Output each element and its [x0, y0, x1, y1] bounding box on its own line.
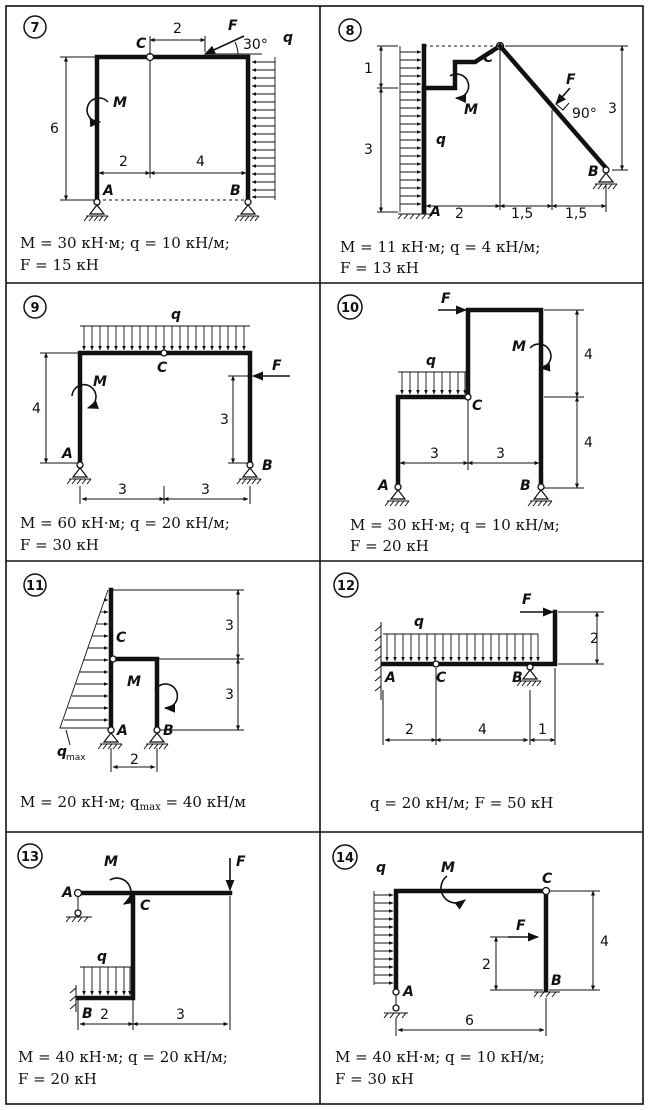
label-a: A — [430, 204, 441, 220]
problem-number: 12 — [336, 579, 356, 594]
distributed-load-q — [383, 634, 538, 661]
caption-subscript: max — [139, 802, 161, 813]
triangular-load-q — [60, 590, 108, 728]
label-q: q — [171, 307, 182, 323]
caption-line-2: F = 30 кН — [335, 1070, 414, 1088]
problem-13 — [18, 844, 246, 1088]
dim-2-top: 2 — [173, 21, 182, 37]
dim-3-b: 3 — [496, 446, 505, 462]
label-f: F — [236, 854, 246, 870]
distributed-load-q — [400, 46, 421, 212]
label-b: B — [163, 723, 174, 739]
pin-support-a — [67, 462, 91, 484]
label-f: F — [516, 918, 526, 934]
label-b: B — [520, 478, 531, 494]
caption-line-1: M = 60 кН·м; q = 20 кН/м; — [20, 514, 230, 532]
label-c: C — [140, 898, 151, 914]
label-c: C — [157, 360, 168, 376]
label-m: M — [113, 95, 127, 111]
label-c: C — [116, 630, 127, 646]
fixed-support-b — [70, 985, 76, 1012]
label-m: M — [104, 854, 118, 870]
label-b: B — [230, 183, 241, 199]
fixed-support-a — [375, 622, 381, 700]
dim-2: 2 — [482, 957, 491, 973]
caption-line-1: M = 40 кН·м; q = 20 кН/м; — [18, 1048, 228, 1066]
problem-9 — [20, 296, 290, 554]
label-q-subscript: max — [66, 753, 86, 763]
label-a: A — [62, 446, 73, 462]
label-c: C — [542, 871, 553, 887]
label-b: B — [551, 973, 562, 989]
pin-support-b — [528, 484, 552, 506]
caption-line-1: M = 40 кН·м; q = 10 кН/м; — [335, 1048, 545, 1066]
problem-number: 9 — [30, 301, 40, 316]
label-b: B — [262, 458, 273, 474]
dim-3-right: 3 — [608, 101, 617, 117]
caption-line-1: M = 30 кН·м; q = 10 кН/м; — [350, 516, 560, 534]
dim-2: 2 — [455, 206, 464, 222]
problem-12 — [334, 573, 604, 812]
dim-4: 4 — [196, 154, 205, 170]
label-b: B — [588, 164, 599, 180]
caption-line-1: M = 11 кН·м; q = 4 кН/м; — [340, 238, 541, 256]
label-a: A — [117, 723, 128, 739]
dim-3-b: 3 — [201, 482, 210, 498]
dim-1: 1 — [364, 61, 373, 77]
distributed-load-q — [252, 57, 275, 200]
dim-6: 6 — [465, 1013, 474, 1029]
problem-number: 11 — [25, 579, 45, 594]
angle-label: 90° — [572, 106, 597, 122]
dim-4: 4 — [32, 401, 41, 417]
label-a: A — [385, 670, 396, 686]
problem-14 — [333, 845, 609, 1088]
dim-1-5-a: 1,5 — [511, 206, 534, 222]
fixed-support-a — [398, 214, 432, 219]
label-c: C — [472, 398, 483, 414]
problem-number: 8 — [345, 24, 355, 39]
dim-6: 6 — [50, 121, 59, 137]
dim-4-bottom: 4 — [584, 435, 593, 451]
dim-2: 2 — [130, 752, 139, 768]
caption-line-1: M = 30 кН·м; q = 10 кН/м; — [20, 234, 230, 252]
dim-3-left: 3 — [364, 142, 373, 158]
label-m: M — [464, 102, 478, 118]
label-m: M — [512, 339, 526, 355]
pin-support-b — [237, 462, 261, 484]
label-q: q — [426, 353, 437, 369]
caption-line-2: F = 20 кН — [18, 1070, 97, 1088]
dim-2-right: 2 — [590, 631, 599, 647]
dim-2-bottom: 2 — [119, 154, 128, 170]
problem-8 — [339, 19, 628, 277]
caption-line-2: F = 30 кН — [20, 536, 99, 554]
label-q: q — [436, 132, 447, 148]
caption-line-1: q = 20 кН/м; F = 50 кН — [370, 794, 554, 812]
label-m: M — [93, 374, 107, 390]
label-f: F — [228, 18, 238, 34]
problem-11 — [20, 574, 246, 813]
dim-3-top: 3 — [225, 618, 234, 634]
problem-number: 7 — [30, 21, 40, 36]
caption-line-2: F = 13 кН — [340, 259, 419, 277]
label-b: B — [82, 1006, 93, 1022]
dim-3: 3 — [176, 1007, 185, 1023]
fixed-support-b — [534, 992, 560, 997]
dim-3-right: 3 — [220, 412, 229, 428]
angle-label: 30° — [243, 37, 268, 53]
distributed-load-q — [80, 326, 250, 350]
dim-3-a: 3 — [430, 446, 439, 462]
problem-7 — [20, 16, 293, 274]
problem-number: 10 — [340, 301, 360, 316]
distributed-load-q — [80, 967, 131, 995]
dim-1: 1 — [538, 722, 547, 738]
label-f: F — [566, 72, 576, 88]
label-f: F — [441, 291, 451, 307]
label-q: q — [97, 949, 108, 965]
problem-number: 13 — [20, 850, 40, 865]
label-b: B — [512, 670, 523, 686]
label-c: C — [436, 670, 447, 686]
label-q: q — [376, 860, 387, 876]
dim-2: 2 — [100, 1007, 109, 1023]
label-a: A — [103, 183, 114, 199]
caption-tail: = 40 кН/м — [160, 793, 246, 811]
label-a: A — [62, 885, 73, 901]
label-q: q — [57, 744, 68, 760]
distributed-load-q — [374, 891, 393, 985]
label-m: M — [127, 674, 141, 690]
problem-number: 14 — [335, 851, 355, 866]
pin-support-a — [84, 199, 108, 221]
dim-3-bottom: 3 — [225, 687, 234, 703]
label-f: F — [272, 358, 282, 374]
dim-4-top: 4 — [584, 347, 593, 363]
label-f: F — [522, 592, 532, 608]
label-q: q — [414, 614, 425, 630]
label-q: q — [283, 30, 294, 46]
dim-1-5-b: 1,5 — [565, 206, 588, 222]
distributed-load-q — [398, 372, 468, 394]
dim-4: 4 — [478, 722, 487, 738]
label-m: M — [441, 860, 455, 876]
dim-3-a: 3 — [118, 482, 127, 498]
label-a: A — [403, 984, 414, 1000]
dim-2-bottom: 2 — [405, 722, 414, 738]
label-c: C — [483, 50, 494, 66]
label-a: A — [378, 478, 389, 494]
dim-4: 4 — [600, 934, 609, 950]
label-c: C — [136, 36, 147, 52]
problem-10 — [338, 291, 593, 555]
caption-line-1: M = 20 кН·м; $q_{max} = 40$ кН/м — [20, 793, 246, 813]
caption-line-2: F = 20 кН — [350, 537, 429, 555]
caption-line-2: F = 15 кН — [20, 256, 99, 274]
pin-support-b — [235, 199, 259, 221]
